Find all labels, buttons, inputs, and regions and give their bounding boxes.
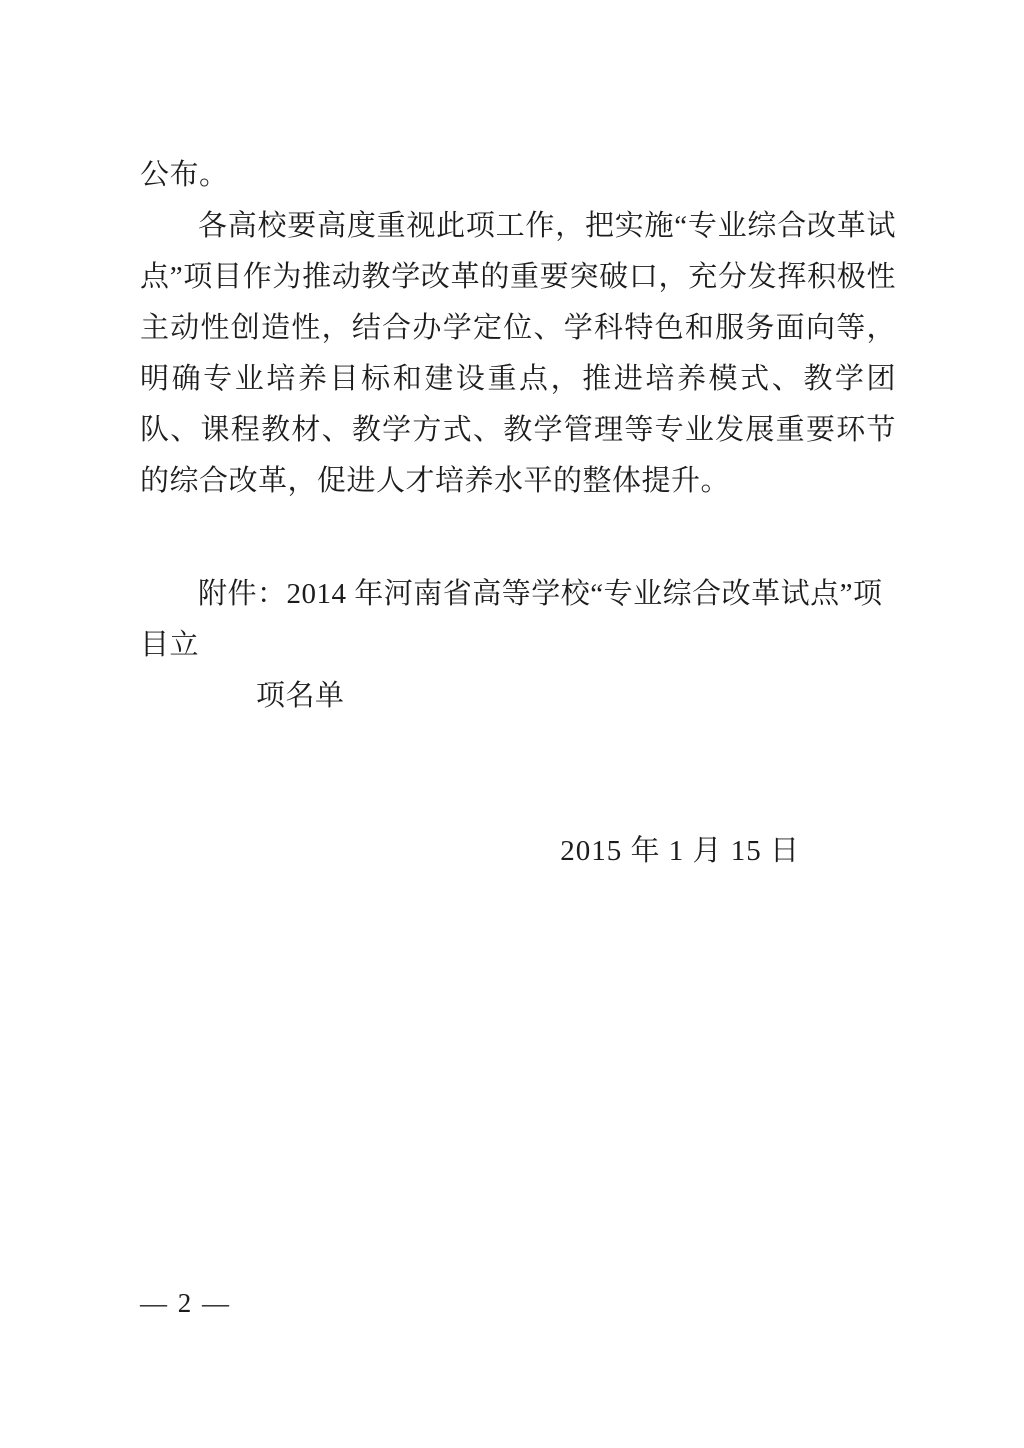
attachment-line-2: 项名单 — [256, 680, 345, 712]
paragraph-spacer — [140, 507, 896, 569]
attachment-line-1: 附件：2014 年河南省高等学校“专业综合改革试点”项目立 — [140, 578, 883, 661]
paragraph-main: 各高校要高度重视此项工作，把实施“专业综合改革试点”项目作为推动教学改革的重要突破口，充分发挥积极性主动性创造性，结合办学定位、学科特色和服务面向等，明确专业培养目标和建设重点，推进培养模式、教学团队、课程教材、教学方式、教学管理等专业发展重要环节的综合改革，促进人才培养水平的整体提升。 — [140, 210, 896, 497]
page-number: — 2 — — [140, 1288, 231, 1318]
document-body — [140, 150, 896, 722]
paragraph-continuation: 公布。 — [140, 159, 229, 191]
document-date: 2015 年 1 月 15 日 — [560, 835, 800, 867]
